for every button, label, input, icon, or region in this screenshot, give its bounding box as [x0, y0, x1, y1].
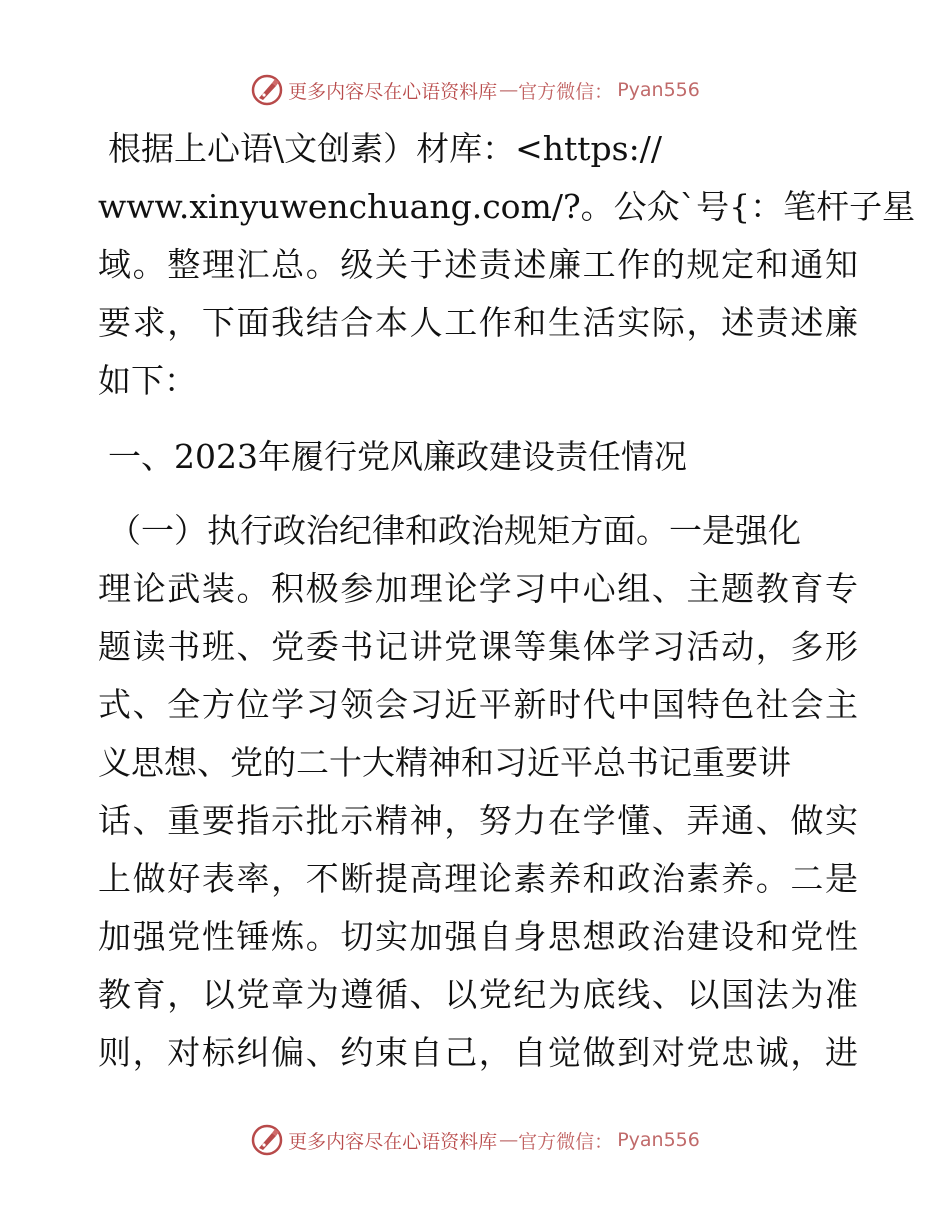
pen-nib-logo-icon: [250, 1123, 284, 1157]
body-line: 式、全方位学习领会习近平新时代中国特色社会主: [98, 685, 858, 724]
pen-nib-logo-icon: [250, 73, 284, 107]
banner-main-text: 更多内容尽在心语资料库: [288, 1130, 498, 1153]
body-line: 理论武装。积极参加理论学习中心组、主题教育专: [98, 569, 858, 608]
document-body: [98, 120, 916, 1082]
body-line: 则，对标纠偏、约束自己，自觉做到对党忠诚，进: [98, 1033, 858, 1072]
banner-wechat-label: 官方微信：: [518, 80, 614, 103]
banner-wechat-label: 官方微信：: [518, 1130, 614, 1153]
body-line: 义思想、党的二十大精神和习近平总书记重要讲: [98, 743, 791, 782]
body-line: 话、重要指示批示精神，努力在学懂、弄通、做实: [98, 801, 858, 840]
banner-wechat-id: Pyan556: [617, 79, 700, 101]
body-line: 上做好表率，不断提高理论素养和政治素养。二是: [98, 859, 858, 898]
body-line: 加强党性锤炼。切实加强自身思想政治建设和党性: [98, 917, 858, 956]
body-line: 题读书班、党委书记讲党课等集体学习活动，多形: [98, 627, 858, 666]
body-line: （一）执行政治纪律和政治规矩方面。一是强化: [108, 511, 801, 550]
body-line: 根据上心语\文创素）材库：<https://: [108, 129, 662, 168]
section-heading: 一、2023年履行党风廉政建设责任情况: [108, 437, 687, 476]
body-line: 如下：: [98, 361, 197, 400]
body-line: www.xinyuwenchuang.com/?。公众`号{：笔杆子星: [98, 187, 916, 226]
banner-separator: —: [499, 79, 517, 101]
banner-wechat-id: Pyan556: [617, 1129, 700, 1151]
banner-separator: —: [499, 1129, 517, 1151]
header-watermark-banner: [0, 70, 950, 110]
banner-main-text: 更多内容尽在心语资料库: [288, 80, 498, 103]
body-line: 域。整理汇总。级关于述责述廉工作的规定和通知: [98, 245, 858, 284]
body-line: 要求，下面我结合本人工作和生活实际，述责述廉: [98, 303, 858, 342]
footer-watermark-banner: [0, 1120, 950, 1160]
body-line: 教育，以党章为遵循、以党纪为底线、以国法为准: [98, 975, 858, 1014]
